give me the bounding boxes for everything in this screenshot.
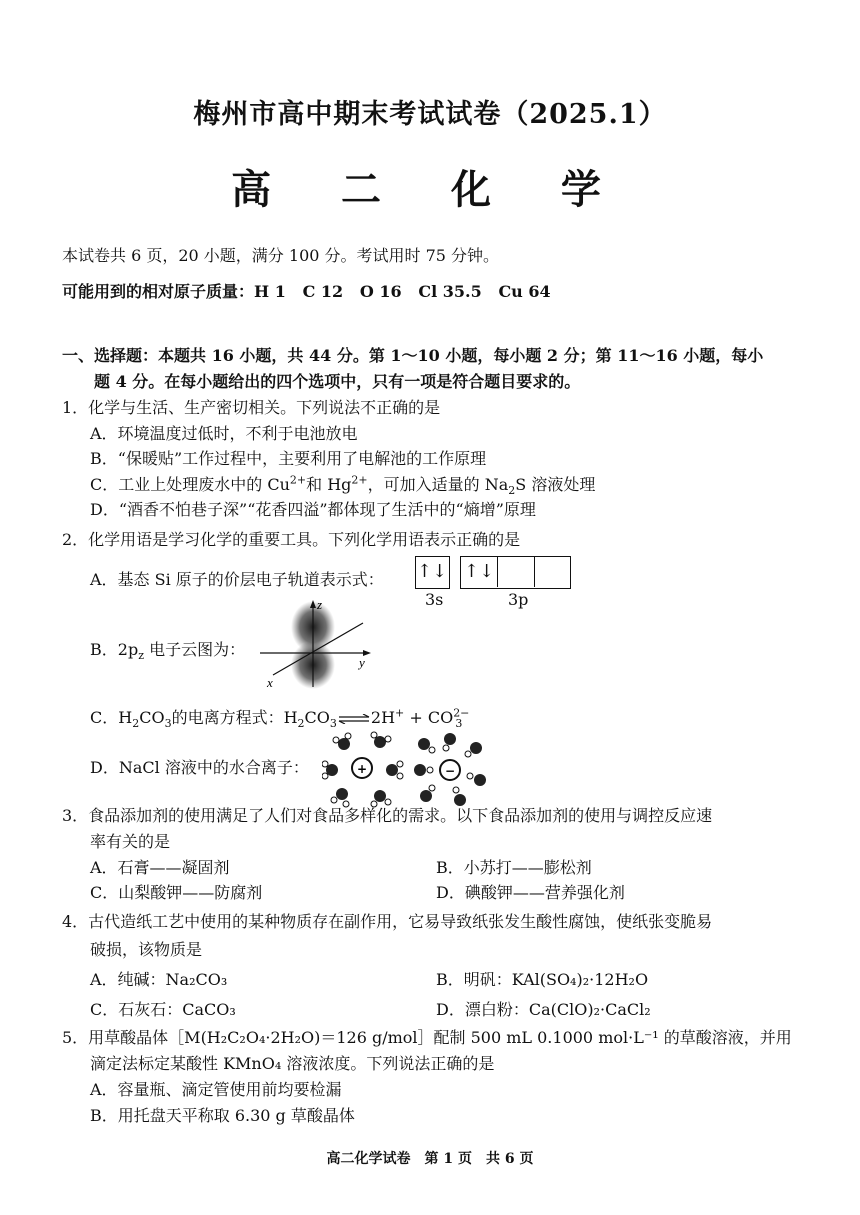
q1-option-c: C．工业上处理废水中的 $Cu^{2+}$和 $Hg^{2+}$，可加入适量的 $Na_2S$ 溶液处理 <box>90 473 596 498</box>
mass-c: C 12 <box>302 282 344 301</box>
q4-option-b: B．明矾：KAl(SO₄)₂·12H₂O <box>436 970 649 989</box>
q2-stem: 2．化学用语是学习化学的重要工具。下列化学用语表示正确的是 <box>62 530 521 549</box>
page-footer: 高二化学试卷 第 1 页 共 6 页 <box>326 1151 534 1167</box>
exam-info: 本试卷共 6 页，20 小题，满分 100 分。考试用时 75 分钟。 <box>62 246 500 265</box>
q3-stem-line1: 3．食品添加剂的使用满足了人们对食品多样化的需求。以下食品添加剂的使用与调控反应速 <box>62 806 713 825</box>
svg-text:+: + <box>357 762 368 776</box>
q5-stem-line2: 滴定法标定某酸性 KMnO₄ 溶液浓度。下列说法正确的是 <box>90 1054 495 1073</box>
section-heading-line1: 一、选择题：本题共 16 小题，共 44 分。第 1～10 小题，每小题 2 分；第 11～16 小题，每小 <box>62 346 764 365</box>
q3-option-d: D．碘酸钾——营养强化剂 <box>436 883 625 902</box>
section-heading-line2: 题 4 分。在每小题给出的四个选项中，只有一项是符合题目要求的。 <box>94 372 581 391</box>
mass-cl: Cl 35.5 <box>418 282 482 301</box>
hydrated-cl-ion <box>414 733 486 806</box>
label-3p: 3p <box>508 590 529 609</box>
q4-stem-line2: 破损，该物质是 <box>90 940 203 959</box>
q3-option-b: B．小苏打——膨松剂 <box>436 858 592 877</box>
q2-option-c: C．$H_2CO_3$的电离方程式：$H_2CO_3$ $2H^+ + CO^{2-}_3$ <box>90 706 470 731</box>
hydrated-na-ion <box>322 732 403 807</box>
q5-option-b: B．用托盘天平称取 6.30 g 草酸晶体 <box>90 1106 355 1125</box>
orbital-3p-cell-1: ↑↓ <box>461 557 498 587</box>
q4-option-c: C．石灰石：CaCO₃ <box>90 1000 236 1019</box>
mass-h: H 1 <box>254 282 286 301</box>
q1-option-b: B．“保暖贴”工作过程中，主要利用了电解池的工作原理 <box>90 449 487 468</box>
q5-option-a: A．容量瓶、滴定管使用前均要检漏 <box>90 1080 342 1099</box>
orbital-box-3p <box>460 556 571 589</box>
q2-option-d: D．NaCl 溶液中的水合离子： <box>90 758 309 777</box>
q4-option-a: A．纯碱：Na₂CO₃ <box>90 970 228 989</box>
q1-option-d: D．“酒香不怕巷子深”“花香四溢”都体现了生活中的“熵增”原理 <box>90 500 536 519</box>
axis-x-label: x <box>267 675 273 690</box>
svg-text:−: − <box>445 764 456 778</box>
label-3s: 3s <box>425 590 444 609</box>
subject-title: 高 二 化 学 <box>231 166 629 213</box>
q1-option-a: A．环境温度过低时，不利于电池放电 <box>90 424 358 443</box>
orbital-3p-cell-2 <box>498 557 535 587</box>
q3-stem-line2: 率有关的是 <box>90 832 171 851</box>
mass-o: O 16 <box>359 282 402 301</box>
mass-cu: Cu 64 <box>498 282 551 301</box>
q3-option-a: A．石膏——凝固剂 <box>90 858 230 877</box>
orbital-3p-cell-3 <box>535 557 571 587</box>
q4-option-d: D．漂白粉：Ca(ClO)₂·CaCl₂ <box>436 1000 651 1019</box>
equilibrium-arrow-icon <box>337 714 371 724</box>
atomic-masses-label: 可能用到的相对原子质量： <box>62 282 255 301</box>
hydrated-ions-diagram <box>322 730 497 812</box>
q3-option-c: C．山梨酸钾——防腐剂 <box>90 883 263 902</box>
q2-option-a: A．基态 Si 原子的价层电子轨道表示式： <box>90 570 384 589</box>
q5-stem-line1: 5．用草酸晶体［M(H₂C₂O₄·2H₂O)＝126 g/mol］配制 500 mL 0.1000 mol·L⁻¹ 的草酸溶液，并用 <box>62 1028 792 1047</box>
axis-z-label: z <box>317 597 323 612</box>
orbital-box-3s <box>415 556 450 589</box>
q2-option-b: B．$2p_z$ 电子云图为： <box>90 640 246 663</box>
electron-cloud-diagram <box>255 595 380 690</box>
q1-stem: 1．化学与生活、生产密切相关。下列说法不正确的是 <box>62 398 441 417</box>
atomic-masses <box>62 282 551 302</box>
exam-title: 梅州市高中期末考试试卷（2025.1） <box>193 99 667 130</box>
axis-y-label: y <box>359 655 365 670</box>
orbital-3s-cell: ↑↓ <box>416 561 448 582</box>
q4-stem-line1: 4．古代造纸工艺中使用的某种物质存在副作用，它易导致纸张发生酸性腐蚀，使纸张变脆易 <box>62 912 713 931</box>
